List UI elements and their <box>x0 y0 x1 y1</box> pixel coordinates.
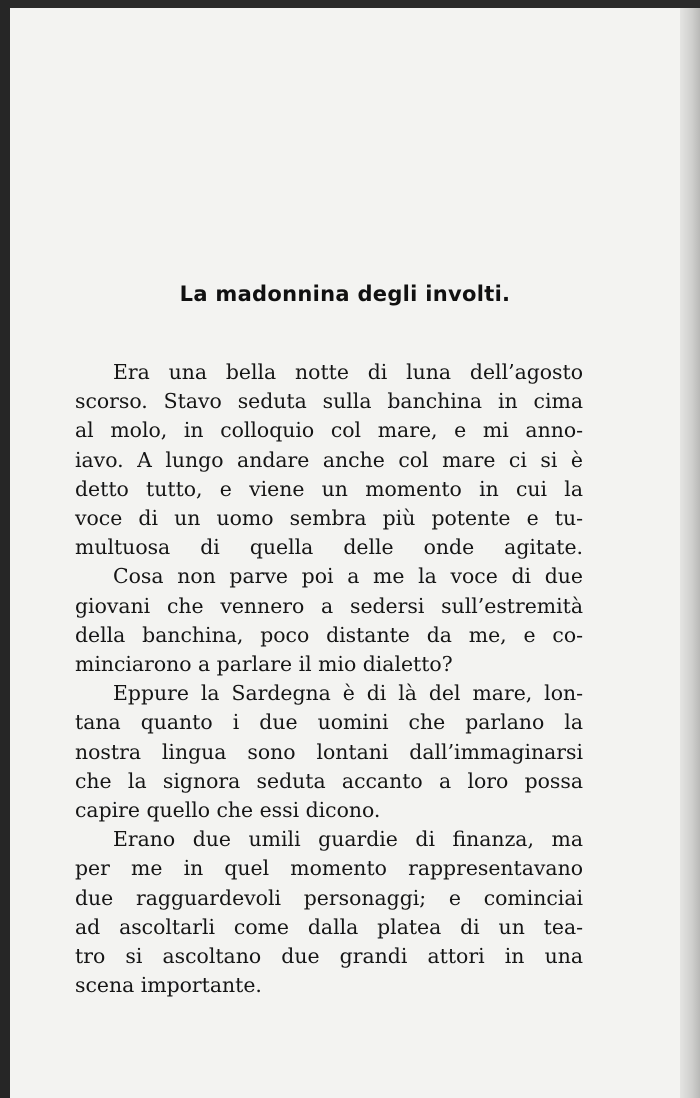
text-line: della banchina, poco distante da me, e co- <box>75 622 583 647</box>
text-line: nostra lingua sono lontani dall’immaginarsi <box>75 739 583 764</box>
paragraph <box>75 679 583 825</box>
scan-left-border <box>0 0 10 1098</box>
text-line: tana quanto i due uomini che parlano la <box>75 710 583 735</box>
book-page <box>10 8 680 1098</box>
text-line: per me in quel momento rappresentavano <box>75 856 583 881</box>
text-line: minciarono a parlare il mio dialetto? <box>75 652 453 677</box>
text-line: scorso. Stavo seduta sulla banchina in cima <box>75 389 583 414</box>
text-line: giovani che vennero a sedersi sull’estremità <box>75 593 583 618</box>
text-line: tro si ascoltano due grandi attori in una <box>75 944 583 969</box>
scan-top-border <box>0 0 700 8</box>
text-line: al molo, in colloquio col mare, e mi anno- <box>75 418 583 443</box>
text-line: Erano due umili guardie di finanza, ma <box>113 827 583 852</box>
text-line: scena importante. <box>75 973 262 998</box>
chapter-title: La madonnina degli involti. <box>179 282 511 306</box>
text-line: ad ascoltarli come dalla platea di un tea- <box>75 914 583 939</box>
text-line: detto tutto, e viene un momento in cui la <box>75 476 583 501</box>
text-line: due ragguardevoli personaggi; e cominciai <box>75 885 583 910</box>
text-line: capire quello che essi dicono. <box>75 798 381 823</box>
text-line: Eppure la Sardegna è di là del mare, lon- <box>113 681 583 706</box>
text-line: iavo. A lungo andare anche col mare ci si è <box>75 447 583 472</box>
body-text <box>75 358 583 1000</box>
page-edge-shadow <box>680 8 700 1098</box>
text-line: voce di un uomo sembra più potente e tu- <box>75 506 583 531</box>
text-line: Cosa non parve poi a me la voce di due <box>113 564 583 589</box>
paragraph <box>75 825 583 1000</box>
text-line: multuosa di quella delle onde agitate. <box>75 535 583 560</box>
paragraph <box>75 562 583 679</box>
text-line: Era una bella notte di luna dell’agosto <box>113 360 583 384</box>
paragraph <box>75 358 583 562</box>
text-line: che la signora seduta accanto a loro possa <box>75 768 583 793</box>
